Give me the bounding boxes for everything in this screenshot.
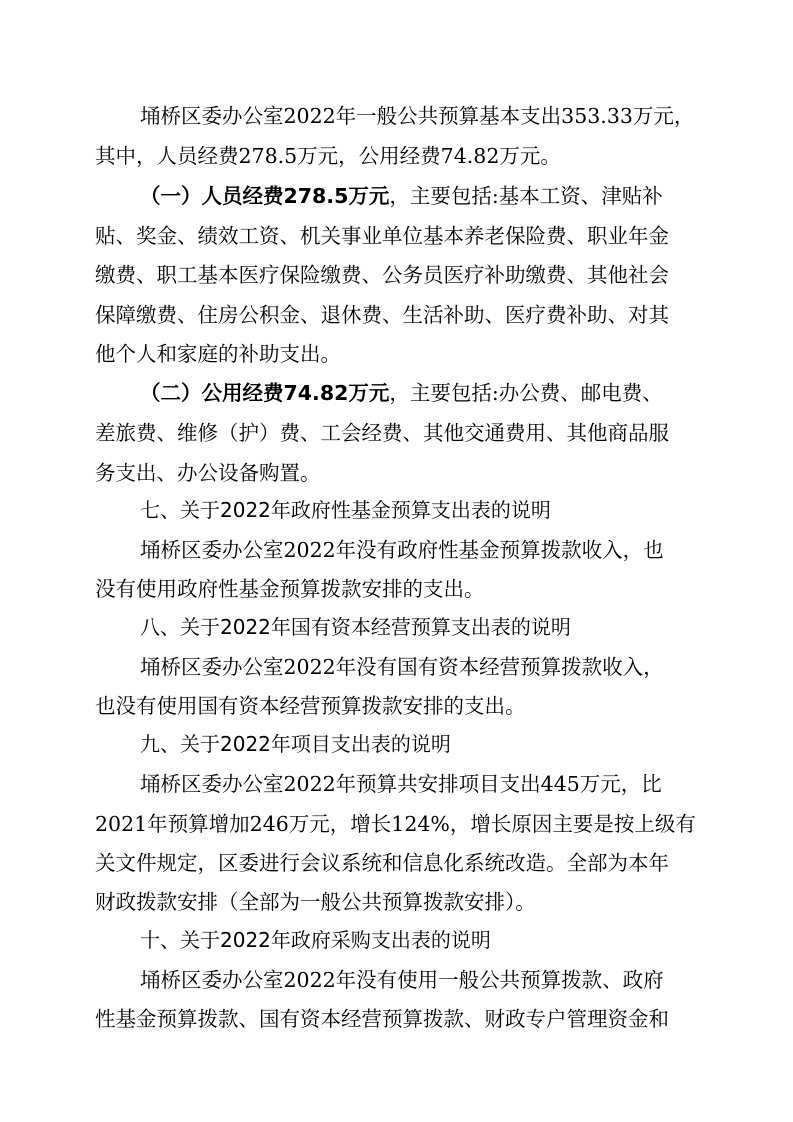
public-line-2: 差旅费、维修（护）费、工会经费、其他交通费用、其他商品服 — [95, 421, 669, 445]
personnel-line-4: 保障缴费、住房公积金、退休费、生活补助、医疗费补助、对其 — [95, 303, 669, 327]
section8-line-2: 也没有使用国有资本经营预算拨款安排的支出。 — [95, 694, 526, 718]
section7-heading: 七、关于2022年政府性基金预算支出表的说明 — [140, 498, 551, 522]
section7-line-2: 没有使用政府性基金预算拨款安排的支出。 — [95, 577, 485, 601]
section10-line-2: 性基金预算拨款、国有资本经营预算拨款、财政专户管理资金和 — [95, 1007, 669, 1031]
personnel-line-2: 贴、奖金、绩效工资、机关事业单位基本养老保险费、职业年金 — [95, 224, 669, 248]
personnel-line-1 — [140, 182, 793, 210]
public-line-3: 务支出、办公设备购置。 — [95, 461, 321, 485]
section9-line-3: 关文件规定，区委进行会议系统和信息化系统改造。全部为本年 — [95, 851, 669, 875]
public-title: （二）公用经费74.82万元 — [140, 381, 390, 405]
section8-line-1: 埇桥区委办公室2022年没有国有资本经营预算拨款收入， — [140, 655, 664, 679]
section9-line-4: 财政拨款安排（全部为一般公共预算拨款安排）。 — [95, 890, 536, 914]
section10-line-1: 埇桥区委办公室2022年没有使用一般公共预算拨款、政府 — [140, 968, 664, 992]
personnel-title: （一）人员经费278.5万元 — [140, 184, 390, 208]
section7-line-1: 埇桥区委办公室2022年没有政府性基金预算拨款收入，也 — [140, 538, 664, 562]
public-line-1 — [140, 379, 793, 407]
basic-expense-line-2: 其中，人员经费278.5万元，公用经费74.82万元。 — [95, 144, 561, 168]
public-rest: ，主要包括:办公费、邮电费、 — [389, 381, 663, 405]
personnel-line-5: 他个人和家庭的补助支出。 — [95, 342, 341, 366]
section9-line-1: 埇桥区委办公室2022年预算共安排项目支出445万元，比 — [140, 772, 662, 796]
personnel-rest: ，主要包括:基本工资、津贴补 — [389, 184, 663, 208]
section9-heading: 九、关于2022年项目支出表的说明 — [140, 732, 451, 756]
personnel-line-3: 缴费、职工基本医疗保险缴费、公务员医疗补助缴费、其他社会 — [95, 263, 669, 287]
section10-heading: 十、关于2022年政府采购支出表的说明 — [140, 928, 491, 952]
section8-heading: 八、关于2022年国有资本经营预算支出表的说明 — [140, 615, 571, 639]
section9-line-2: 2021年预算增加246万元，增长124%，增长原因主要是按上级有 — [95, 812, 696, 836]
basic-expense-line-1: 埇桥区委办公室2022年一般公共预算基本支出353.33万元， — [140, 104, 695, 128]
